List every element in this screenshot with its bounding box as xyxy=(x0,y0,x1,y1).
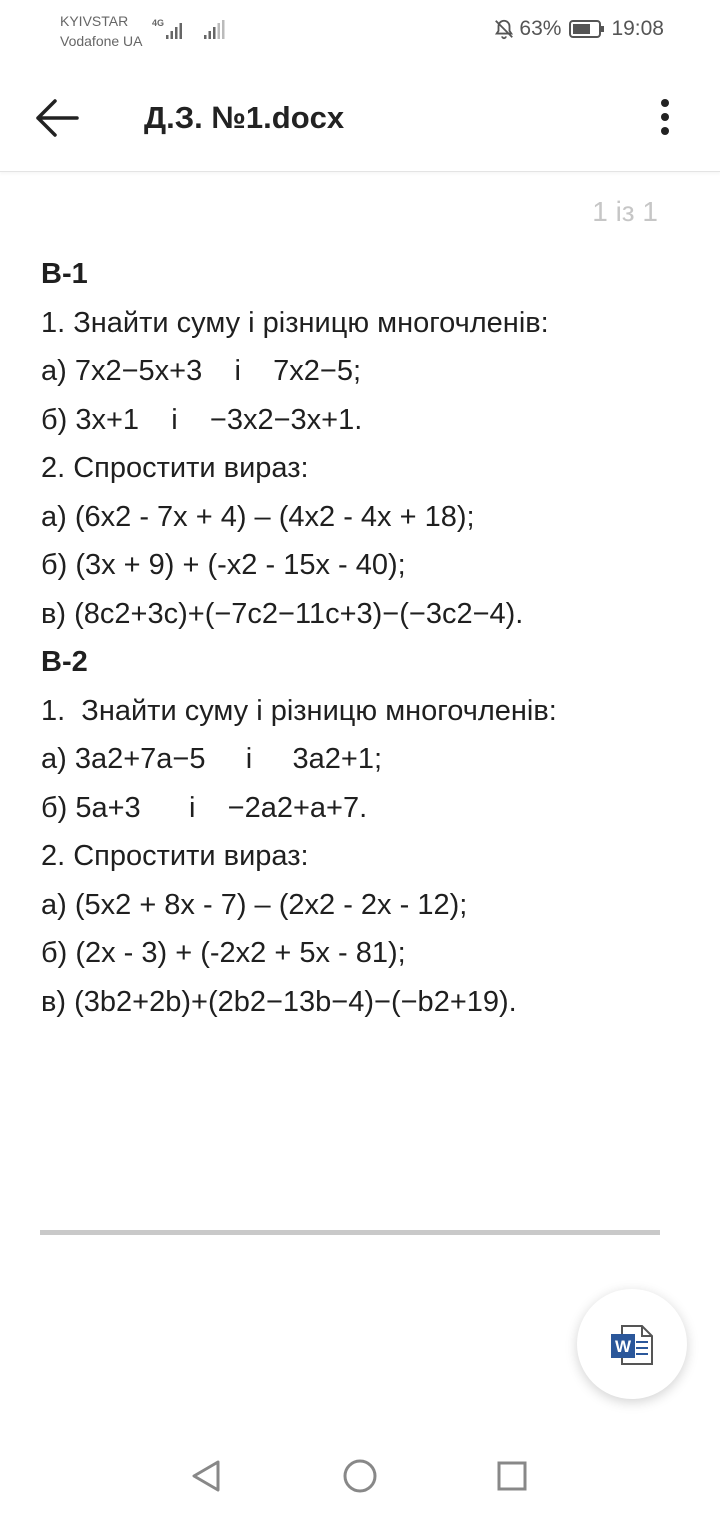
document-line: б) 3x+1 і −3x2−3x+1. xyxy=(41,403,363,436)
document-title: Д.З. №1.docx xyxy=(144,100,345,135)
bell-muted-icon xyxy=(493,18,515,40)
word-document-icon xyxy=(608,1320,656,1368)
carrier-1: KYIVSTAR xyxy=(60,13,129,29)
document-line: а) (6x2 - 7x + 4) – (4x2 - 4x + 18); xyxy=(41,500,475,533)
document-end-divider xyxy=(40,1230,660,1235)
document-line: 1. Знайти суму і різницю многочленів: xyxy=(41,694,557,727)
open-in-word-button[interactable] xyxy=(577,1289,687,1399)
app-bar xyxy=(0,62,720,172)
section-heading: В-2 xyxy=(41,646,88,678)
document-line: б) (2x - 3) + (-2x2 + 5x - 81); xyxy=(41,937,406,969)
back-button[interactable] xyxy=(30,92,82,144)
arrow-left-icon xyxy=(33,98,79,138)
nav-back-triangle-icon xyxy=(188,1458,224,1494)
nav-back-button[interactable] xyxy=(186,1456,226,1496)
page-indicator: 1 із 1 xyxy=(592,196,658,227)
document-line: б) 5a+3 і −2a2+a+7. xyxy=(41,791,368,824)
more-vertical-icon xyxy=(661,99,669,107)
battery-percent: 63% xyxy=(519,17,562,40)
battery-icon xyxy=(569,19,605,39)
system-nav-bar xyxy=(0,1430,720,1520)
clock: 19:08 xyxy=(611,17,664,40)
document-line: а) 7x2−5x+3 і 7x2−5; xyxy=(41,355,362,387)
carrier-2: Vodafone UA xyxy=(60,33,143,49)
nav-recent-square-icon xyxy=(494,1458,530,1494)
document-line: 2. Спростити вираз: xyxy=(41,452,309,484)
document-line: а) 3a2+7a−5 і 3a2+1; xyxy=(41,743,383,775)
signal-strength-icon xyxy=(166,20,186,40)
more-vertical-icon-dot xyxy=(661,113,669,121)
more-options-button[interactable] xyxy=(650,95,680,139)
document-line: в) (3b2+2b)+(2b2−13b−4)−(−b2+19). xyxy=(41,985,517,1018)
document-body xyxy=(41,250,681,1026)
document-line: а) (5x2 + 8x - 7) – (2x2 - 2x - 12); xyxy=(41,888,468,921)
status-bar xyxy=(0,0,720,62)
status-right xyxy=(493,17,664,41)
document-line: б) (3x + 9) + (-x2 - 15x - 40); xyxy=(41,549,406,581)
document-line: 1. Знайти суму і різницю многочленів: xyxy=(41,306,549,339)
document-line: 2. Спростити вираз: xyxy=(41,840,309,872)
nav-home-circle-icon xyxy=(341,1457,379,1495)
more-vertical-icon-dot xyxy=(661,127,669,135)
section-heading: В-1 xyxy=(41,258,88,290)
network-type: 4G xyxy=(152,18,165,28)
carrier-names xyxy=(60,11,143,51)
nav-recent-button[interactable] xyxy=(492,1456,532,1496)
document-line: в) (8c2+3c)+(−7c2−11c+3)−(−3c2−4). xyxy=(41,597,524,630)
nav-home-button[interactable] xyxy=(340,1456,380,1496)
signal-strength-icon-2 xyxy=(204,20,226,40)
word-letter: W xyxy=(614,1337,632,1356)
